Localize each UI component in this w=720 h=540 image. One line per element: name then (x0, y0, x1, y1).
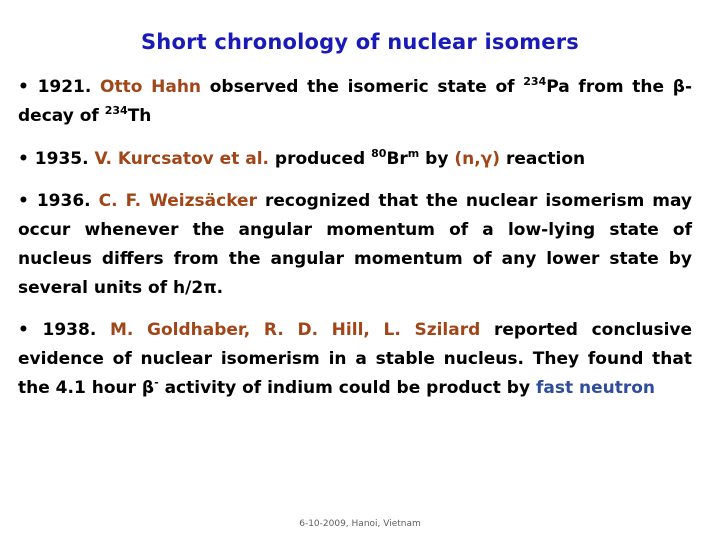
beta-symbol: β (672, 77, 685, 97)
mass-number: 234 (104, 104, 128, 117)
scientist-name: V. Kurcsatov et al. (94, 149, 269, 169)
item-text: observed the isomeric state of (201, 77, 524, 97)
year-label: • 1935. (18, 149, 89, 169)
item-text: Br (386, 149, 408, 169)
year-label: • 1921. (18, 77, 92, 97)
scientist-name: Otto Hahn (100, 77, 202, 97)
isomer-marker: m (407, 147, 420, 160)
chronology-item-1936 (18, 187, 692, 303)
chronology-item-1938 (18, 316, 692, 403)
year-label: • 1938. (18, 320, 97, 340)
item-text: Pa from the (546, 77, 673, 97)
chronology-item-1935 (18, 145, 692, 174)
chronology-item-1921 (18, 73, 692, 131)
item-text: -decay of (18, 77, 692, 126)
reaction-label: (n,γ) (454, 149, 501, 169)
year-label: • 1936. (18, 191, 91, 211)
highlight-term: fast neutron (535, 378, 656, 398)
item-text: activity of indium could be product by (158, 378, 536, 398)
slide-footer: 6-10-2009, Hanoi, Vietnam (299, 519, 421, 529)
item-text: by (419, 149, 455, 169)
scientist-name: C. F. Weizsäcker (98, 191, 257, 211)
mass-number: 234 (523, 75, 547, 88)
mass-number: 80 (371, 147, 387, 160)
scientist-name: M. Goldhaber, R. D. Hill, L. Szilard (109, 320, 481, 340)
item-text: recognized that the nuclear isomerism may occur whenever the angular momentum of a low-lying state of nucleus differs from the angular momentum of any lower state by several units of h/2π. (18, 191, 693, 298)
item-text: reported conclusive evidence of nuclear isomerism in a stable nucleus. They found that the 4.1 hour (18, 320, 693, 398)
beta-symbol: β (141, 378, 155, 398)
charge-superscript: - (154, 376, 159, 389)
slide-title: Short chronology of nuclear isomers (140, 30, 580, 54)
item-text: reaction (500, 149, 586, 169)
item-text: Th (127, 106, 152, 126)
item-text: produced (269, 149, 372, 169)
